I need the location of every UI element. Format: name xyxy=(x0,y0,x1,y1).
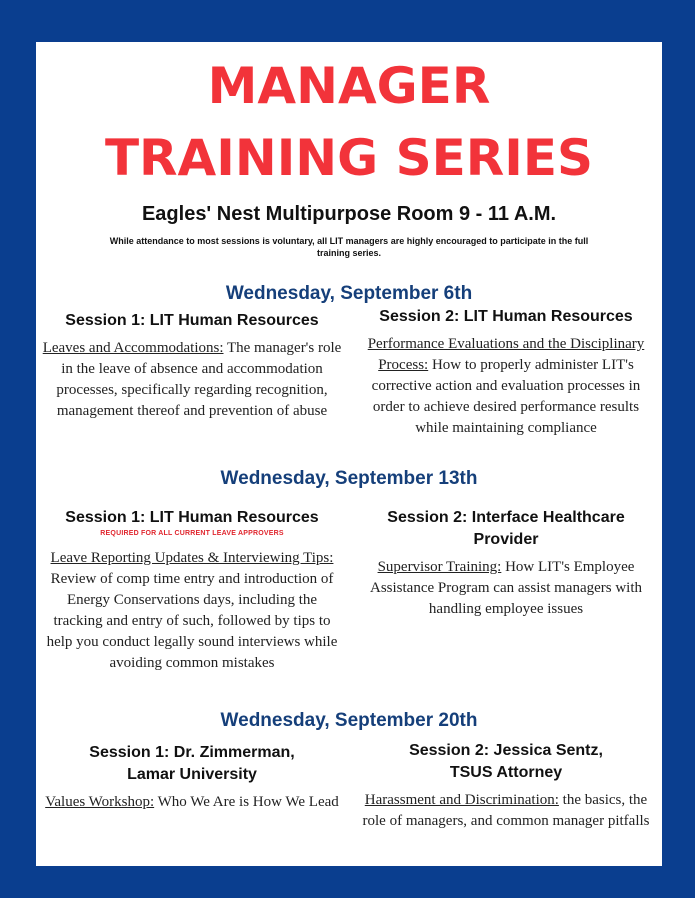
title-line-2: TRAINING SERIES xyxy=(104,129,594,187)
session-description xyxy=(356,790,656,832)
venue-time: Eagles' Nest Multipurpose Room 9 - 11 A.M. xyxy=(141,203,557,225)
day-1-session-2 xyxy=(356,306,656,439)
day-2-date: Wednesday, September 13th xyxy=(220,468,478,489)
session-description xyxy=(356,334,656,439)
session-text: How LIT's Employee Assistance Program can assist managers with handling employee issues xyxy=(369,559,643,617)
flyer-page xyxy=(36,42,662,866)
session-text: The manager's role in the leave of absence and accommodation processes, specifically regarding recognition, management thereof and prevention of abuse xyxy=(56,340,342,419)
session-topic: Values Workshop: xyxy=(45,794,155,810)
session-description xyxy=(42,792,342,813)
session-heading-line-1: Session 1: Dr. Zimmerman, xyxy=(89,744,295,761)
session-heading-line-2: Lamar University xyxy=(127,766,257,783)
session-description xyxy=(356,557,656,620)
attendance-note: While attendance to most sessions is voluntary, all LIT managers are highly encouraged to participate in the full training series. xyxy=(109,236,589,258)
session-heading: Session 2: Interface Healthcare Provider xyxy=(387,509,625,548)
day-3-session-1 xyxy=(42,742,342,813)
session-heading: Session 2: LIT Human Resources xyxy=(379,308,633,325)
session-heading: Session 1: LIT Human Resources xyxy=(65,312,319,329)
day-1-date: Wednesday, September 6th xyxy=(225,283,473,304)
session-topic: Harassment and Discrimination: xyxy=(364,792,559,808)
day-1-session-1 xyxy=(42,310,342,422)
session-heading: Session 1: LIT Human Resources xyxy=(65,509,319,526)
session-topic: Leave Reporting Updates & Interviewing Tips: xyxy=(50,550,334,566)
title-line-1: MANAGER xyxy=(207,57,491,115)
day-2-session-2 xyxy=(356,507,656,620)
session-topic: Performance Evaluations and the Disciplinary Process: xyxy=(367,336,645,373)
session-topic: Leaves and Accommodations: xyxy=(42,340,224,356)
session-description xyxy=(42,338,342,422)
session-text: the basics, the role of managers, and common manager pitfalls xyxy=(362,792,650,829)
session-heading-line-1: Session 2: Jessica Sentz, xyxy=(409,742,603,759)
session-text: How to properly administer LIT's corrective action and evaluation processes in order to achieve desired performance results while maintaining compliance xyxy=(371,357,641,436)
session-text: Review of comp time entry and introduction of Energy Conservations days, including the tracking and entry of such, followed by tips to help you conduct legally sound interviews while avoiding common mistakes xyxy=(46,571,338,671)
session-heading-line-2: TSUS Attorney xyxy=(449,764,563,781)
day-2-session-1 xyxy=(42,507,342,674)
session-description xyxy=(42,548,342,674)
session-topic: Supervisor Training: xyxy=(377,559,502,575)
required-note: REQUIRED FOR ALL CURRENT LEAVE APPROVERS xyxy=(100,530,284,537)
day-3-date: Wednesday, September 20th xyxy=(220,710,478,731)
session-text: Who We Are is How We Lead xyxy=(154,794,339,810)
day-3-session-2 xyxy=(356,740,656,832)
